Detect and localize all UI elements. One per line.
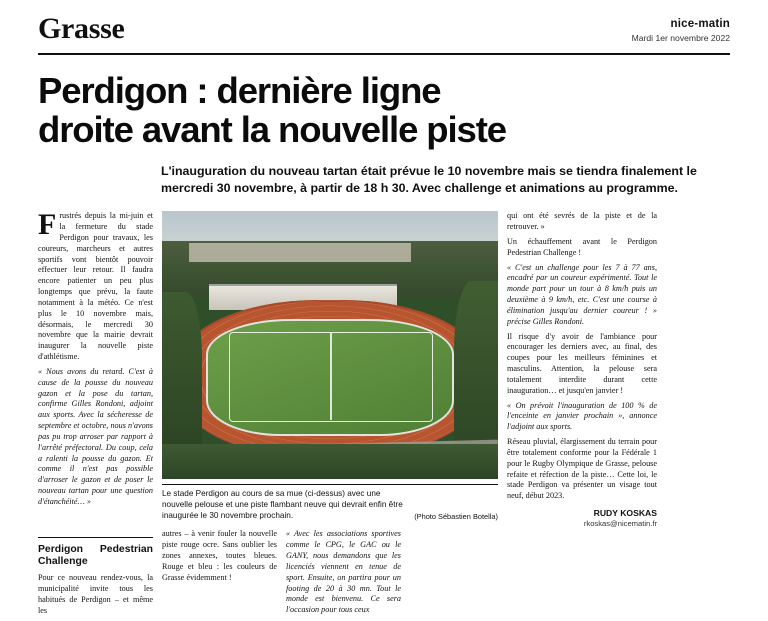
byline-author: RUDY KOSKAS [593, 508, 657, 519]
article-photo [162, 211, 498, 479]
headline-line-1: Perdigon : dernière ligne [38, 70, 441, 111]
column-right [507, 211, 657, 529]
paragraph: Un échauffement avant le Perdigon Pedestrian Challenge ! [507, 236, 657, 257]
publication-brand: nice-matin [670, 17, 730, 30]
paragraph: « Avec les associations sportives comme le CPG, le GAC ou le GANY, nous demandons que les licenciés viennent en tenue de sport. Ensuite, on partira pour un footing de 20 à 30 mn. Tout le monde est bienvenu. Ce sera l'occasion pour tous ceux [286, 529, 401, 615]
byline-email[interactable]: rkoskas@nicematin.fr [583, 519, 657, 529]
article-body [38, 208, 730, 529]
paragraph: autres – à venir fouler la nouvelle piste rouge ocre. Sans oublier les zones annexes, toutes bleues. Rouge et bleu : les couleurs de Grasse évidemment ! [162, 529, 277, 582]
paragraph: « C'est un challenge pour les 7 à 77 ans, encadré par un coureur expérimenté. Tout le monde part pour un tour à 8 km/h puis un deuxième à 9 km/h, etc. C'est une course à élimination jusqu'au dernier coureur ! » précise Gilles Rondoni. [507, 262, 657, 326]
subsection-heading: Perdigon Pedestrian Challenge [38, 537, 153, 568]
article-bottom [38, 529, 730, 620]
byline [507, 508, 657, 529]
photo-right-trees [454, 281, 498, 458]
issue-date: Mardi 1er novembre 2022 [631, 33, 730, 44]
bottom-column-2 [162, 529, 277, 620]
photo-buildings [189, 243, 411, 262]
photo-left-trees [162, 292, 202, 458]
paragraph: qui ont été sevrés de la piste et de la retrouver. » [507, 211, 657, 232]
article-headline [38, 71, 730, 149]
photo-caption-text: Le stade Perdigon au cours de sa mue (ci-dessus) avec une nouvelle pelouse et une piste flambant neuve qui devrait enfin être inaugurée le 30 novembre prochain. [162, 489, 403, 521]
masthead [38, 0, 730, 50]
paragraph: Réseau pluvial, élargissement du terrain pour être totalement conforme pour la Fédérale 1 pour le Rugby Olympique de Grasse, pelouse refaite et réfection de la piste… Cette loi, le stade Perdigon va présenter un visage tout neuf, début 2023. [507, 437, 657, 501]
page-title: Grasse [38, 12, 125, 45]
paragraph: « On prévoit l'inauguration de 100 % de l'enceinte en janvier prochain », annonce l'adjoint aux sports. [507, 400, 657, 432]
headline-line-2: droite avant la nouvelle piste [38, 109, 507, 151]
column-middle [162, 211, 498, 529]
paragraph: « Nous avons du retard. C'est à cause de la pousse du nouveau gazon et la pose du tartan, confirme Gilles Rondoni, adjoint aux sports. Avec la sécheresse de septembre et octobre, nous n'avons pas pu trop arroser par rapport à l'arrêté préfectoral. Du coup, cela a ralenti la pousse du gazon. Et comme il n'est pas possible d'arroser le gazon et de poser le nouveau tartan pour une question d'étanchéité… » [38, 366, 153, 506]
paragraph: Il risque d'y avoir de l'ambiance pour encourager les derniers avec, au final, des coupes pour les meilleurs féminines et masculins. Attention, la pelouse sera totalement interdite durant cette inauguration… et jusqu'en janvier ! [507, 331, 657, 395]
column-left [38, 208, 153, 529]
photo-caption [162, 484, 498, 522]
photo-pitch-midline [330, 332, 332, 420]
paragraph: Pour ce nouveau rendez-vous, la municipalité invite tous les habitués de Perdigon – et même les [38, 573, 153, 615]
masthead-divider [38, 53, 730, 55]
article-standfirst: L'inauguration du nouveau tartan était prévue le 10 novembre mais se tiendra finalement le mercredi 30 novembre, à partir de 18 h 30. Avec challenge et animations au programme. [161, 164, 697, 196]
bottom-column-3 [286, 529, 401, 620]
bottom-column-1 [38, 529, 153, 620]
masthead-right [632, 17, 730, 44]
photo-foreground [162, 444, 498, 479]
paragraph: Frustrés depuis la mi-juin et la fermeture du stade Perdigon pour travaux, les coureurs, marcheurs et autres sportifs vont bientôt pouvoir effectuer leur retour. Il faudra encore patienter un peu plus longtemps que prévu, la faute notamment à la météo. Ce n'est plus le 10 novembre mais, désormais, le mercredi 30 novembre que la mairie devrait inaugurer la nouvelle piste d'athlétisme. [38, 208, 153, 362]
photo-credit: (Photo Sébastien Botella) [414, 512, 498, 522]
